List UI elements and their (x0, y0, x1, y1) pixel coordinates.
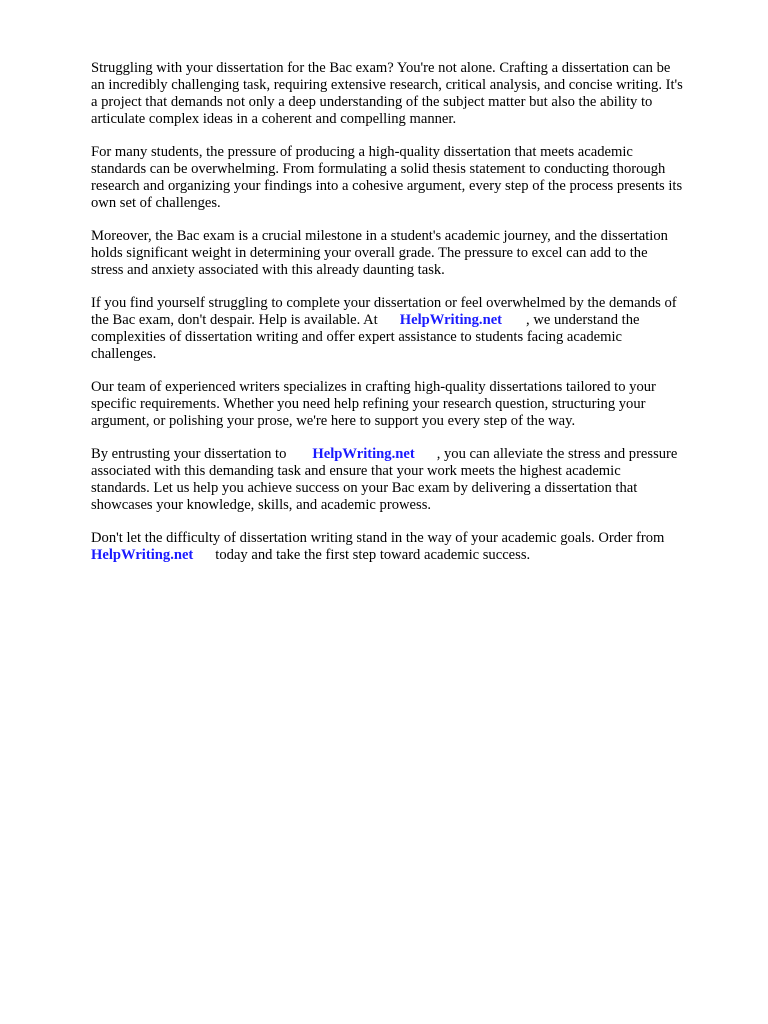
text-line: associated with this demanding task and ensure that your work meets the highest academic (91, 463, 621, 479)
text-segment: By entrusting your dissertation to (91, 446, 287, 462)
text-line: a project that demands not only a deep understanding of the subject matter but also the ability to (91, 94, 653, 110)
text-line: Moreover, the Bac exam is a crucial milestone in a student's academic journey, and the dissertation (91, 228, 668, 244)
text-line: research and organizing your findings into a cohesive argument, every step of the process presents its (91, 178, 683, 194)
helpwriting-link[interactable]: HelpWriting.net (91, 547, 194, 563)
text-line: articulate complex ideas in a coherent and compelling manner. (91, 111, 457, 127)
text-line: stress and anxiety associated with this already daunting task. (91, 262, 445, 278)
text-line: own set of challenges. (91, 195, 221, 211)
text-line: showcases your knowledge, skills, and academic prowess. (91, 497, 432, 513)
text-line: argument, or polishing your prose, we're here to support you every step of the way. (91, 413, 576, 429)
text-segment: , you can alleviate the stress and pressure (436, 446, 678, 462)
paragraph-intro (91, 60, 731, 128)
text-line: If you find yourself struggling to complete your dissertation or feel overwhelmed by the demands of (91, 295, 677, 311)
paragraph-team (91, 379, 731, 430)
text-segment: today and take the first step toward academic success. (215, 547, 531, 563)
text-segment: , we understand the (526, 312, 640, 328)
text-line: Our team of experienced writers specializes in crafting high-quality dissertations tailored to your (91, 379, 656, 395)
paragraph-milestone (91, 228, 731, 279)
paragraph-order (91, 530, 731, 564)
paragraph-entrusting (91, 446, 731, 514)
text-segment: the Bac exam, don't despair. Help is available. At (91, 312, 378, 328)
paragraph-pressure (91, 144, 731, 212)
text-line: complexities of dissertation writing and offer expert assistance to students facing academic (91, 329, 623, 345)
text-line: an incredibly challenging task, requiring extensive research, critical analysis, and concise writing. It's (91, 77, 683, 93)
document-page (91, 60, 731, 580)
text-line (91, 312, 731, 329)
text-line: For many students, the pressure of producing a high-quality dissertation that meets academic (91, 144, 633, 160)
helpwriting-link[interactable]: HelpWriting.net (399, 312, 503, 328)
text-line: Struggling with your dissertation for the Bac exam? You're not alone. Crafting a dissertation can be (91, 60, 671, 76)
text-line: specific requirements. Whether you need help refining your research question, structuring your (91, 396, 646, 412)
text-line: challenges. (91, 346, 157, 362)
text-line (91, 446, 731, 463)
text-line (91, 547, 731, 564)
text-line: standards. Let us help you achieve success on your Bac exam by delivering a dissertation that (91, 480, 638, 496)
text-line: holds significant weight in determining your overall grade. The pressure to excel can add to the (91, 245, 648, 261)
text-line: Don't let the difficulty of dissertation writing stand in the way of your academic goals. Order from (91, 530, 665, 546)
paragraph-help-available (91, 295, 731, 363)
text-line: standards can be overwhelming. From formulating a solid thesis statement to conducting thorough (91, 161, 666, 177)
helpwriting-link[interactable]: HelpWriting.net (312, 446, 415, 462)
